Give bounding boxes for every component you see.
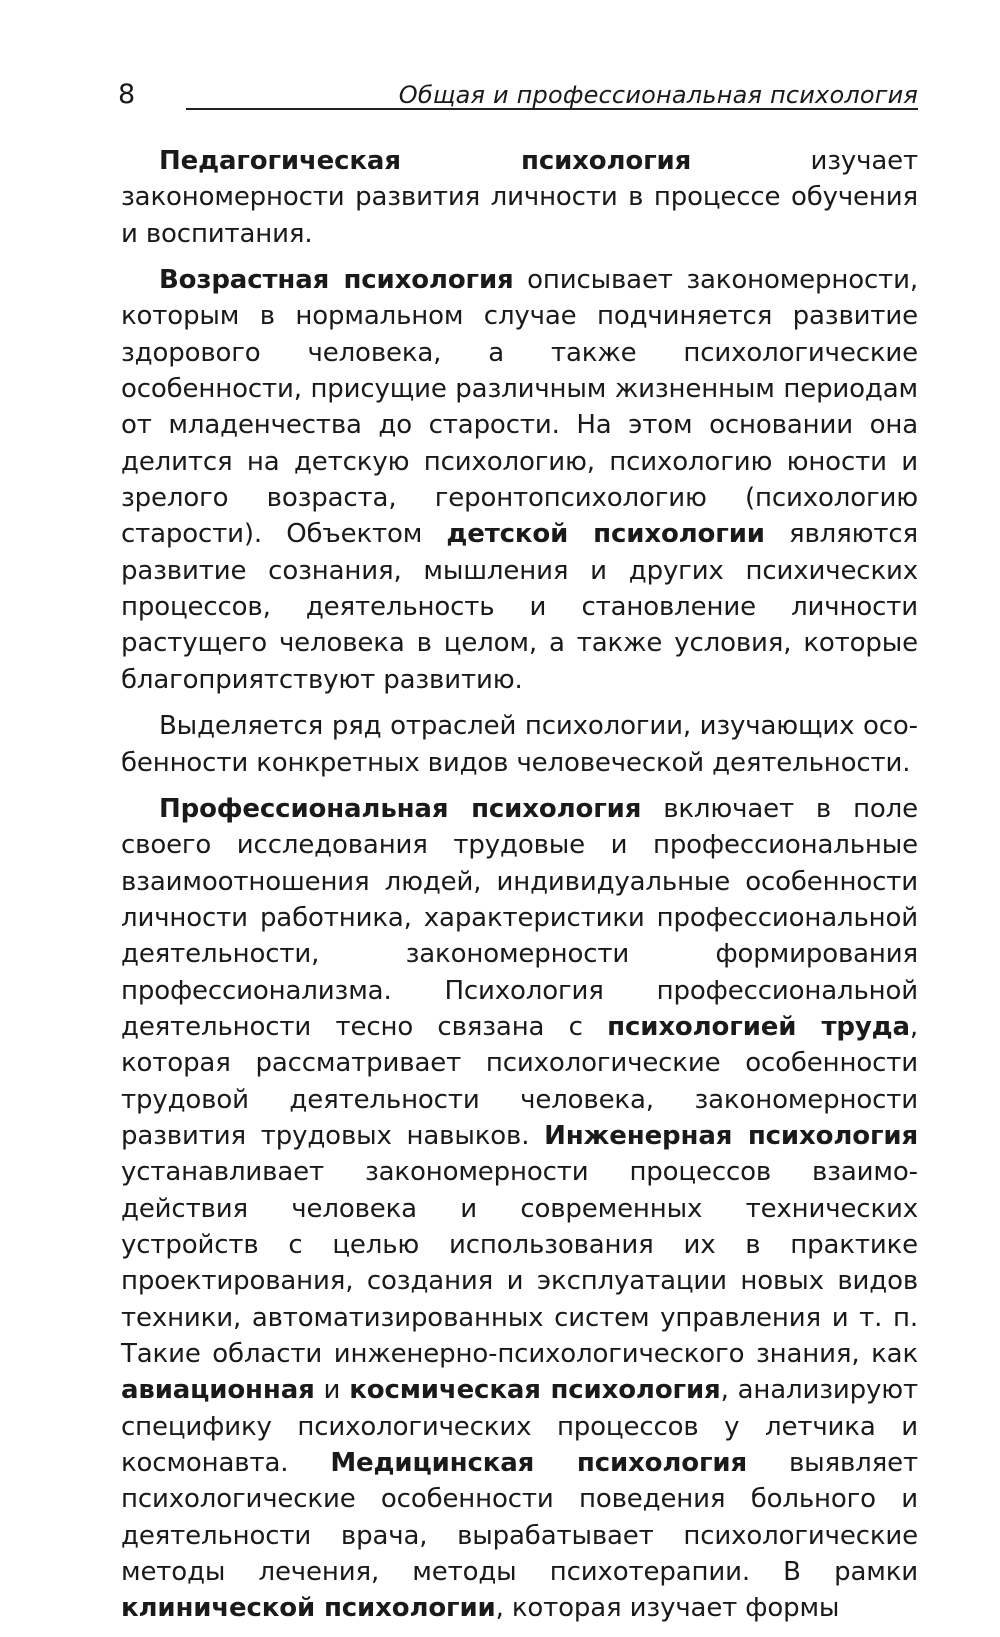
header-rule xyxy=(186,108,918,110)
text-run: , которая изучает формы xyxy=(495,1593,840,1624)
bold-term: Медицинская психология xyxy=(330,1448,748,1479)
text-run: и xyxy=(314,1375,350,1406)
bold-term: Возрастная психология xyxy=(159,265,514,296)
text-run: изучает закономерности развития личности в процессе обучения и воспитания. xyxy=(121,146,918,249)
paragraph xyxy=(121,143,918,252)
bold-term: Профессиональная психология xyxy=(159,793,642,824)
text-run: описывает закономерности, которым в нормальном случае подчиняется развитие здорового человека, а также психологические особенности, присущие различным жизненным периодам от младенчества до старости. На этом основании она делится на детскую психологию, психологию юности и зрелого возраста, геронтопсихологию (психологию старости). Объектом xyxy=(121,265,918,550)
paragraph xyxy=(121,708,918,781)
page-number: 8 xyxy=(118,79,136,110)
text-run: , анализируют специфику психологических процессов у летчика и космонавта. xyxy=(121,1375,918,1479)
text-run: Выделяется ряд отраслей психологии, изучающих особенности конкретных видов человеческой деятельности. xyxy=(121,711,918,778)
text-run: включает в поле своего исследования трудовые и профессиональные взаимоотношения людей, индивидуальные особенности личности работника, характеристики профессиональной деятельности, закономерности формирования профессионализма. Психология профессиональной деятельности тесно связана с xyxy=(121,793,918,1042)
body-text xyxy=(121,143,918,1637)
text-run: , которая рассматривает психологические особенности трудовой деятельности человека, закономерности развития трудовых навыков. xyxy=(121,1011,918,1151)
bold-term: космическая психология xyxy=(349,1375,721,1406)
text-run: устанавливает закономерности процессов взаимодействия человека и современных технических устройств с целью использования их в практике проектирования, создания и эксплуатации новых видов техники, автоматизированных систем управления и т. п. Такие области инженерно-психологического знания, как xyxy=(121,1157,918,1369)
bold-term: психологией труда xyxy=(607,1011,910,1042)
paragraph xyxy=(121,262,918,698)
bold-term: авиационная xyxy=(121,1375,315,1406)
bold-term: клинической психологии xyxy=(121,1593,496,1624)
text-run: являются развитие сознания, мышления и других психических процессов, деятельность и становление личности растущего человека в целом, а также условия, которые благоприятствуют развитию. xyxy=(121,519,918,695)
paragraph xyxy=(121,791,918,1627)
bold-term: Инженерная психология xyxy=(544,1120,918,1151)
page-header xyxy=(118,72,918,116)
running-title: Общая и профессиональная психология xyxy=(398,81,918,109)
text-run: выявляет психологические особенности поведения больного и деятельности врача, вырабатывает психологические методы лечения, методы психотерапии. В рамки xyxy=(121,1448,918,1588)
bold-term: детской психологии xyxy=(446,519,765,550)
bold-term: Педагогическая психология xyxy=(159,146,692,176)
